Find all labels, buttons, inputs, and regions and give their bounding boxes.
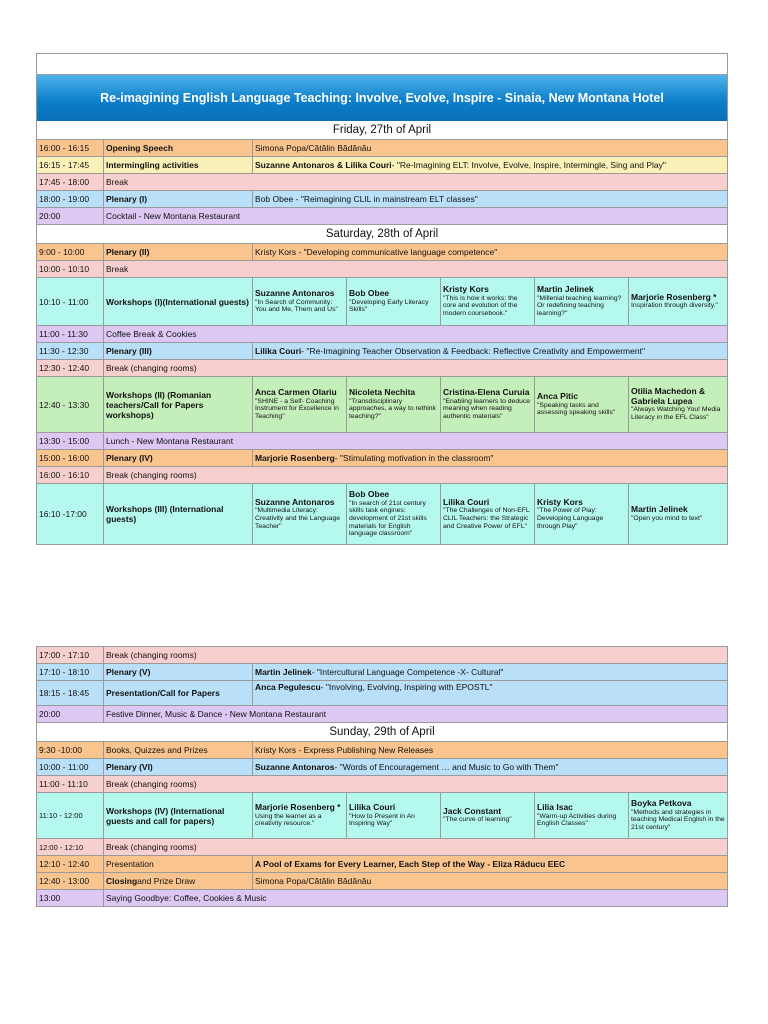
schedule-row xyxy=(37,856,727,873)
activity-cell: Opening Speech xyxy=(104,140,253,156)
presenter-name: Lilika Couri xyxy=(443,496,490,507)
talk-title: - "Involving, Evolving, Inspiring with EPOSTL" xyxy=(320,682,493,692)
time-cell: 16:00 - 16:10 xyxy=(37,467,104,483)
details-cell xyxy=(253,157,727,173)
workshop-title: "Warm-up Activities during English Classes" xyxy=(537,812,617,828)
activity-cell: Break xyxy=(106,177,129,187)
workshop-cell xyxy=(629,377,727,432)
schedule-row xyxy=(37,343,727,360)
conference-title-banner xyxy=(37,75,727,121)
time-cell: 20:00 xyxy=(37,706,104,722)
schedule-row xyxy=(37,261,727,278)
presenter-name: Anca Carmen Olariu xyxy=(255,387,337,398)
speaker-name: Anca Pegulescu xyxy=(255,682,321,692)
activity-cell: Workshops (I)(International guests) xyxy=(104,278,253,325)
details-cell: Kristy Kors - "Developing communicative language competence" xyxy=(255,247,498,257)
workshop-title: "Developing Early Literacy Skills" xyxy=(349,298,429,314)
presenter-name: Lilika Couri xyxy=(349,802,396,813)
time-cell: 9:30 -10:00 xyxy=(37,742,104,758)
schedule-row xyxy=(37,776,727,793)
activity-cell: Break (changing rooms) xyxy=(106,650,197,660)
workshop-cell xyxy=(253,278,347,325)
activity-cell: Plenary (IV) xyxy=(104,450,253,466)
schedule-row xyxy=(37,157,727,174)
time-cell: 11:10 - 12:00 xyxy=(37,793,104,838)
workshop-row xyxy=(37,484,727,545)
activity-cell: Break (changing rooms) xyxy=(106,779,197,789)
presenter-name: Cristina-Elena Curuia xyxy=(443,387,530,398)
workshop-title: "How to Present in An Inspiring Way" xyxy=(349,812,415,828)
talk-title: - "Re-Imagining ELT: Involve, Evolve, Inspire, Intermingle, Sing and Play" xyxy=(391,160,666,170)
schedule-sheet-page-2 xyxy=(36,646,728,907)
activity-cell: Break xyxy=(106,264,129,274)
workshop-cell xyxy=(253,377,347,432)
workshop-cell xyxy=(347,793,441,838)
details-cell xyxy=(253,343,727,359)
time-cell: 16:15 - 17:45 xyxy=(37,157,104,173)
details-cell xyxy=(253,681,727,705)
details-cell: A Pool of Exams for Every Learner, Each Step of the Way - Eliza Răducu EEC xyxy=(255,859,566,869)
presenter-name: Suzanne Antonaros xyxy=(255,288,335,299)
time-cell: 11:00 - 11:30 xyxy=(37,326,104,342)
talk-title: - "Words of Encouragement … and Music to Go with Them" xyxy=(334,762,559,772)
presenter-name: Martin Jelinek xyxy=(537,284,594,295)
activity-cell: Workshops (III) (International guests) xyxy=(104,484,253,544)
time-cell: 18:15 - 18:45 xyxy=(37,681,104,705)
schedule-row xyxy=(37,208,727,225)
activity-cell: Plenary (II) xyxy=(104,244,253,260)
presenter-name: Bob Obee xyxy=(349,489,390,500)
workshop-cell xyxy=(347,278,441,325)
workshop-row xyxy=(37,793,727,839)
presenter-name: Marjorie Rosenberg * xyxy=(631,291,717,302)
workshop-cell xyxy=(535,377,629,432)
schedule-row xyxy=(37,433,727,450)
schedule-row xyxy=(37,450,727,467)
presenter-name: Marjorie Rosenberg * xyxy=(255,802,341,813)
details-cell xyxy=(253,664,727,680)
time-cell: 20:00 xyxy=(37,208,104,224)
workshop-cell xyxy=(535,793,629,838)
workshop-cell xyxy=(535,484,629,544)
speaker-name: Suzanne Antonaros & Lilika Couri xyxy=(255,160,392,170)
talk-title: - "Re-Imagining Teacher Observation & Feedback: Reflective Creativity and Empowerment" xyxy=(301,346,645,356)
activity-cell: Cocktail - New Montana Restaurant xyxy=(106,211,241,221)
workshop-cell xyxy=(629,793,727,838)
time-cell: 10:00 - 10:10 xyxy=(37,261,104,277)
activity-cell: Plenary (VI) xyxy=(104,759,253,775)
activity-cell: Plenary (III) xyxy=(104,343,253,359)
presenter-name: Kristy Kors xyxy=(537,496,583,507)
workshop-cell xyxy=(629,484,727,544)
workshop-cell xyxy=(347,377,441,432)
time-cell: 11:00 - 11:10 xyxy=(37,776,104,792)
day-heading-friday: Friday, 27th of April xyxy=(37,121,727,140)
details-cell: Bob Obee - "Reimagining CLIL in mainstream ELT classes" xyxy=(255,194,478,204)
time-cell: 16:10 -17:00 xyxy=(37,484,104,544)
workshop-title: Inspiration through diversity." xyxy=(631,302,718,310)
workshop-title: "The curve of learning" xyxy=(443,816,512,824)
activity-cell: Coffee Break & Cookies xyxy=(106,329,197,339)
workshop-cell xyxy=(441,793,535,838)
schedule-row xyxy=(37,360,727,377)
activity-cell: Workshops (IV) (International guests and call for papers) xyxy=(104,793,253,838)
schedule-row xyxy=(37,759,727,776)
blank-header-row xyxy=(37,53,727,75)
schedule-row xyxy=(37,467,727,484)
details-cell: Kristy Kors - Express Publishing New Releases xyxy=(255,745,434,755)
time-cell: 17:45 - 18:00 xyxy=(37,174,104,190)
presenter-name: Martin Jelinek xyxy=(631,504,688,515)
time-cell: 17:10 - 18:10 xyxy=(37,664,104,680)
presenter-name: Jack Constant xyxy=(443,805,502,816)
speaker-name: Suzanne Antonaros xyxy=(255,762,335,772)
conference-title: Re-imagining English Language Teaching: Involve, Evolve, Inspire - Sinaia, New Montana Hotel xyxy=(100,91,664,105)
workshop-title: "SHINE - a Self- Coaching Instrument for Excellence in Teaching" xyxy=(255,397,339,421)
workshop-row xyxy=(37,377,727,433)
talk-title: - "Intercultural Language Competence -X- Cultural" xyxy=(311,667,504,677)
workshop-title: Using the learner as a creativity resource." xyxy=(255,812,322,828)
time-cell: 13:00 xyxy=(37,890,104,906)
workshop-title: "Open you mind to text" xyxy=(631,514,703,522)
time-cell: 15:00 - 16:00 xyxy=(37,450,104,466)
workshop-title: "Always Watching You! Media Literacy in the EFL Class" xyxy=(631,406,721,422)
details-cell: Simona Popa/Cătălin Bădănău xyxy=(255,143,372,153)
activity-cell: Saying Goodbye: Coffee, Cookies & Music xyxy=(106,893,267,903)
details-cell: Simona Popa/Cătălin Bădănău xyxy=(255,876,372,886)
presenter-name: Nicoleta Nechita xyxy=(349,387,416,398)
time-cell: 12:00 - 12:10 xyxy=(37,839,104,855)
speaker-name: Lilika Couri xyxy=(255,346,302,356)
schedule-row xyxy=(37,742,727,759)
activity-cell: Intermingling activities xyxy=(104,157,253,173)
time-cell: 10:10 - 11:00 xyxy=(37,278,104,325)
schedule-row xyxy=(37,890,727,907)
workshop-title: "This is how it works: the core and evolution of the modern coursebook." xyxy=(443,294,518,318)
workshop-title: "Transdisciplinary approaches, a way to rethink teaching?" xyxy=(349,397,436,421)
workshop-cell xyxy=(253,793,347,838)
presenter-name: Suzanne Antonaros xyxy=(255,496,335,507)
speaker-name: Marjorie Rosenberg xyxy=(255,453,335,463)
presenter-name: Boyka Petkova xyxy=(631,798,692,809)
activity-cell: Break (changing rooms) xyxy=(106,363,197,373)
schedule-row xyxy=(37,174,727,191)
day-heading-sunday: Sunday, 29th of April xyxy=(37,723,727,742)
workshop-title: "Speaking tasks and assessing speaking skills" xyxy=(537,401,616,417)
activity-cell: Books, Quizzes and Prizes xyxy=(104,742,253,758)
schedule-row xyxy=(37,839,727,856)
activity-cell: Break (changing rooms) xyxy=(106,842,197,852)
day-heading-saturday: Saturday, 28th of April xyxy=(37,225,727,244)
time-cell: 11:30 - 12:30 xyxy=(37,343,104,359)
time-cell: 9:00 - 10:00 xyxy=(37,244,104,260)
schedule-row xyxy=(37,873,727,890)
details-cell xyxy=(253,450,727,466)
schedule-row xyxy=(37,681,727,706)
workshop-title: "In search of 21st century skills task engines: development of 21st skills materials for English language classroom" xyxy=(349,499,427,538)
presenter-name: Lilia Isac xyxy=(537,802,573,813)
schedule-sheet-page-1 xyxy=(36,53,728,545)
schedule-row xyxy=(37,191,727,208)
activity-bold-text: Closing xyxy=(106,876,138,886)
time-cell: 10:00 - 11:00 xyxy=(37,759,104,775)
schedule-row xyxy=(37,140,727,157)
workshop-cell xyxy=(347,484,441,544)
time-cell: 12:10 - 12:40 xyxy=(37,856,104,872)
activity-cell xyxy=(104,873,253,889)
schedule-row xyxy=(37,664,727,681)
schedule-row xyxy=(37,706,727,723)
workshop-cell xyxy=(253,484,347,544)
time-cell: 16:00 - 16:15 xyxy=(37,140,104,156)
time-cell: 17:00 - 17:10 xyxy=(37,647,104,663)
time-cell: 12:40 - 13:00 xyxy=(37,873,104,889)
activity-cell: Break (changing rooms) xyxy=(106,470,197,480)
workshop-title: "Methods and strategies in teaching Medical English in the 21st century" xyxy=(631,808,725,832)
time-cell: 12:30 - 12:40 xyxy=(37,360,104,376)
workshop-title: "Millenial teaching learning? Or redefining teaching learning?" xyxy=(537,294,622,318)
presenter-name: Bob Obee xyxy=(349,288,390,299)
presenter-name: Anca Pitic xyxy=(537,391,579,402)
schedule-row xyxy=(37,244,727,261)
workshop-title: "The Challenges of Non-EFL CLIL Teachers: the Strategic and Creative Power of EFL" xyxy=(443,507,530,530)
activity-cell: Workshops (II) (Romanian teachers/Call for Papers workshops) xyxy=(104,377,253,432)
workshop-cell xyxy=(441,377,535,432)
workshop-title: "Multimedia Literacy: Creativity and the Language Teacher" xyxy=(255,507,341,530)
time-cell: 12:40 - 13:30 xyxy=(37,377,104,432)
workshop-cell xyxy=(441,278,535,325)
talk-title: - "Stimulating motivation in the classroom" xyxy=(334,453,494,463)
schedule-row xyxy=(37,647,727,664)
activity-cell: Festive Dinner, Music & Dance - New Montana Restaurant xyxy=(106,709,327,719)
activity-cell: Plenary (V) xyxy=(104,664,253,680)
workshop-cell xyxy=(535,278,629,325)
schedule-row xyxy=(37,326,727,343)
time-cell: 13:30 - 15:00 xyxy=(37,433,104,449)
workshop-cell xyxy=(441,484,535,544)
activity-text: and Prize Draw xyxy=(137,876,196,886)
time-cell: 18:00 - 19:00 xyxy=(37,191,104,207)
activity-cell: Presentation/Call for Papers xyxy=(104,681,253,705)
activity-cell: Plenary (I) xyxy=(104,191,253,207)
presenter-name: Kristy Kors xyxy=(443,284,489,295)
presenter-name: Otilia Machedon & Gabriela Lupea xyxy=(631,386,706,406)
workshop-row xyxy=(37,278,727,326)
activity-cell: Presentation xyxy=(104,856,253,872)
speaker-name: Martin Jelinek xyxy=(255,667,312,677)
workshop-title: "In Search of Community: You and Me, Them and Us" xyxy=(255,298,338,314)
workshop-title: "Enabling learners to deduce meaning when reading authentic materials" xyxy=(443,397,531,421)
workshop-cell xyxy=(629,278,727,325)
workshop-title: "The Power of Play: Developing Language through Play" xyxy=(537,507,604,530)
details-cell xyxy=(253,759,727,775)
activity-cell: Lunch - New Montana Restaurant xyxy=(106,436,234,446)
